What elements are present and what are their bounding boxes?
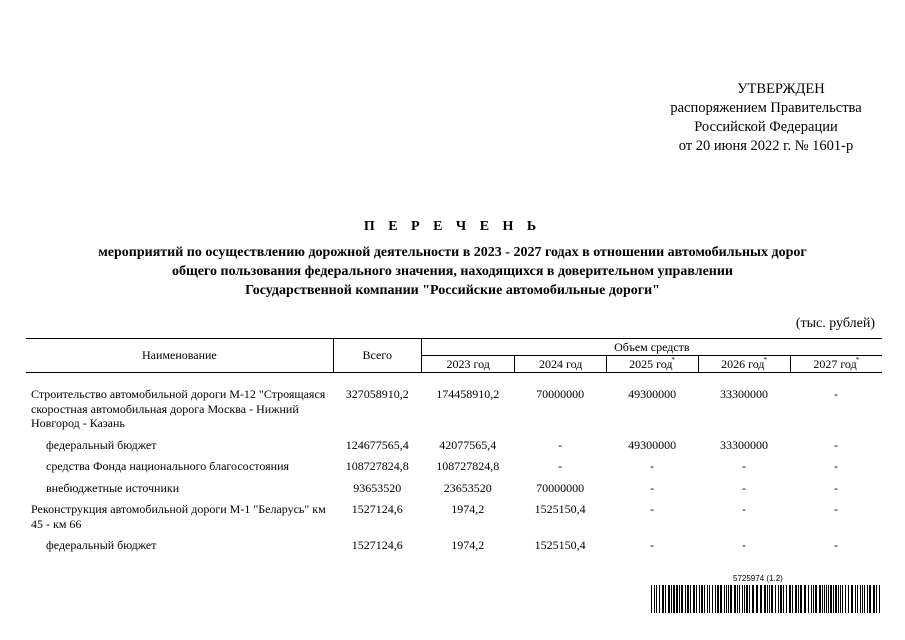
- table-row: [26, 502, 882, 538]
- units-label: (тыс. рублей): [795, 316, 875, 331]
- cell-2025: -: [650, 480, 655, 495]
- subtitle-line: общего пользования федерального значения, находящихся в доверительном управлении: [171, 264, 733, 279]
- cell-2025: -: [650, 538, 655, 552]
- table-row: [26, 387, 882, 438]
- row-total: 124677565,4: [345, 437, 409, 452]
- header-year: 2027 год*: [790, 356, 882, 373]
- cell-2024: 70000000: [536, 387, 585, 401]
- cell-2026: -: [742, 480, 747, 495]
- cell-2023: 174458910,2: [436, 387, 500, 401]
- cell-2023: 42077565,4: [439, 437, 497, 452]
- cell-2024: 70000000: [536, 480, 585, 495]
- header-year: 2024 год: [514, 356, 606, 373]
- header-year: 2025 год*: [606, 356, 698, 373]
- row-total: 93653520: [353, 480, 402, 495]
- row-name: внебюджетные источники: [46, 480, 180, 495]
- cell-2025: 49300000: [628, 437, 677, 452]
- cell-2023: 1974,2: [451, 538, 485, 552]
- row-name: средства Фонда национального благосостояния: [46, 459, 290, 473]
- row-total: 1527124,6: [351, 502, 403, 516]
- document-subtitle: [40, 243, 865, 300]
- approval-line: распоряжением Правительства: [670, 100, 862, 116]
- header-name: Наименование: [26, 339, 333, 373]
- cell-2027: -: [834, 459, 838, 473]
- cell-2026: -: [742, 538, 747, 552]
- cell-2026: -: [742, 502, 747, 516]
- cell-2026: 33300000: [720, 387, 769, 401]
- approval-date: от 20 июня 2022 г. № 1601-р: [678, 138, 854, 154]
- document-title: П Е Р Е Ч Е Н Ь: [363, 219, 542, 234]
- cell-2027: -: [834, 538, 838, 552]
- cell-2024: 1525150,4: [534, 502, 586, 516]
- row-name: федеральный бюджет: [46, 437, 157, 452]
- table-row: [26, 538, 882, 560]
- header-volume: Объем средств: [421, 339, 882, 356]
- header-year: 2026 год*: [698, 356, 790, 373]
- row-name: федеральный бюджет: [46, 538, 157, 552]
- cell-2025: -: [650, 459, 655, 473]
- subtitle-line: Государственной компании "Российские автомобильные дороги": [245, 283, 660, 298]
- funding-table: [26, 338, 882, 560]
- table-row: [26, 438, 882, 460]
- approval-block: [650, 80, 882, 156]
- row-total: 1527124,6: [351, 538, 403, 552]
- cell-2026: 33300000: [720, 437, 769, 452]
- cell-2025: -: [650, 502, 655, 516]
- row-name: Реконструкция автомобильной дороги М-1 "Беларусь" км 45 - км 66: [31, 502, 326, 531]
- cell-2023: 108727824,8: [436, 459, 500, 473]
- row-total: 327058910,2: [345, 387, 409, 401]
- barcode-label: 5725974 (1.2): [733, 574, 783, 583]
- subtitle-line: мероприятий по осуществлению дорожной деятельности в 2023 - 2027 годах в отношении автомобильных дорог: [98, 245, 807, 260]
- cell-2024: 1525150,4: [534, 538, 586, 552]
- cell-2024: -: [558, 437, 563, 452]
- header-total: Всего: [333, 339, 421, 373]
- table-row: [26, 481, 882, 503]
- row-total: 108727824,8: [345, 459, 409, 473]
- cell-2027: -: [834, 480, 838, 495]
- cell-2027: -: [834, 387, 838, 401]
- header-year: 2023 год: [421, 356, 514, 373]
- approval-heading: УТВЕРЖДЕН: [737, 81, 825, 97]
- barcode-icon: [651, 585, 880, 613]
- cell-2027: -: [834, 502, 838, 516]
- table-row: [26, 459, 882, 481]
- cell-2026: -: [742, 459, 747, 473]
- cell-2023: 23653520: [443, 480, 492, 495]
- cell-2023: 1974,2: [451, 502, 485, 516]
- approval-line: Российской Федерации: [694, 119, 838, 135]
- cell-2025: 49300000: [628, 387, 677, 401]
- row-name: Строительство автомобильной дороги М-12 "Строящаяся скоростная автомобильная дорога Москва - Нижний Новгород - Казань: [31, 387, 326, 430]
- cell-2024: -: [558, 459, 563, 473]
- cell-2027: -: [834, 437, 838, 452]
